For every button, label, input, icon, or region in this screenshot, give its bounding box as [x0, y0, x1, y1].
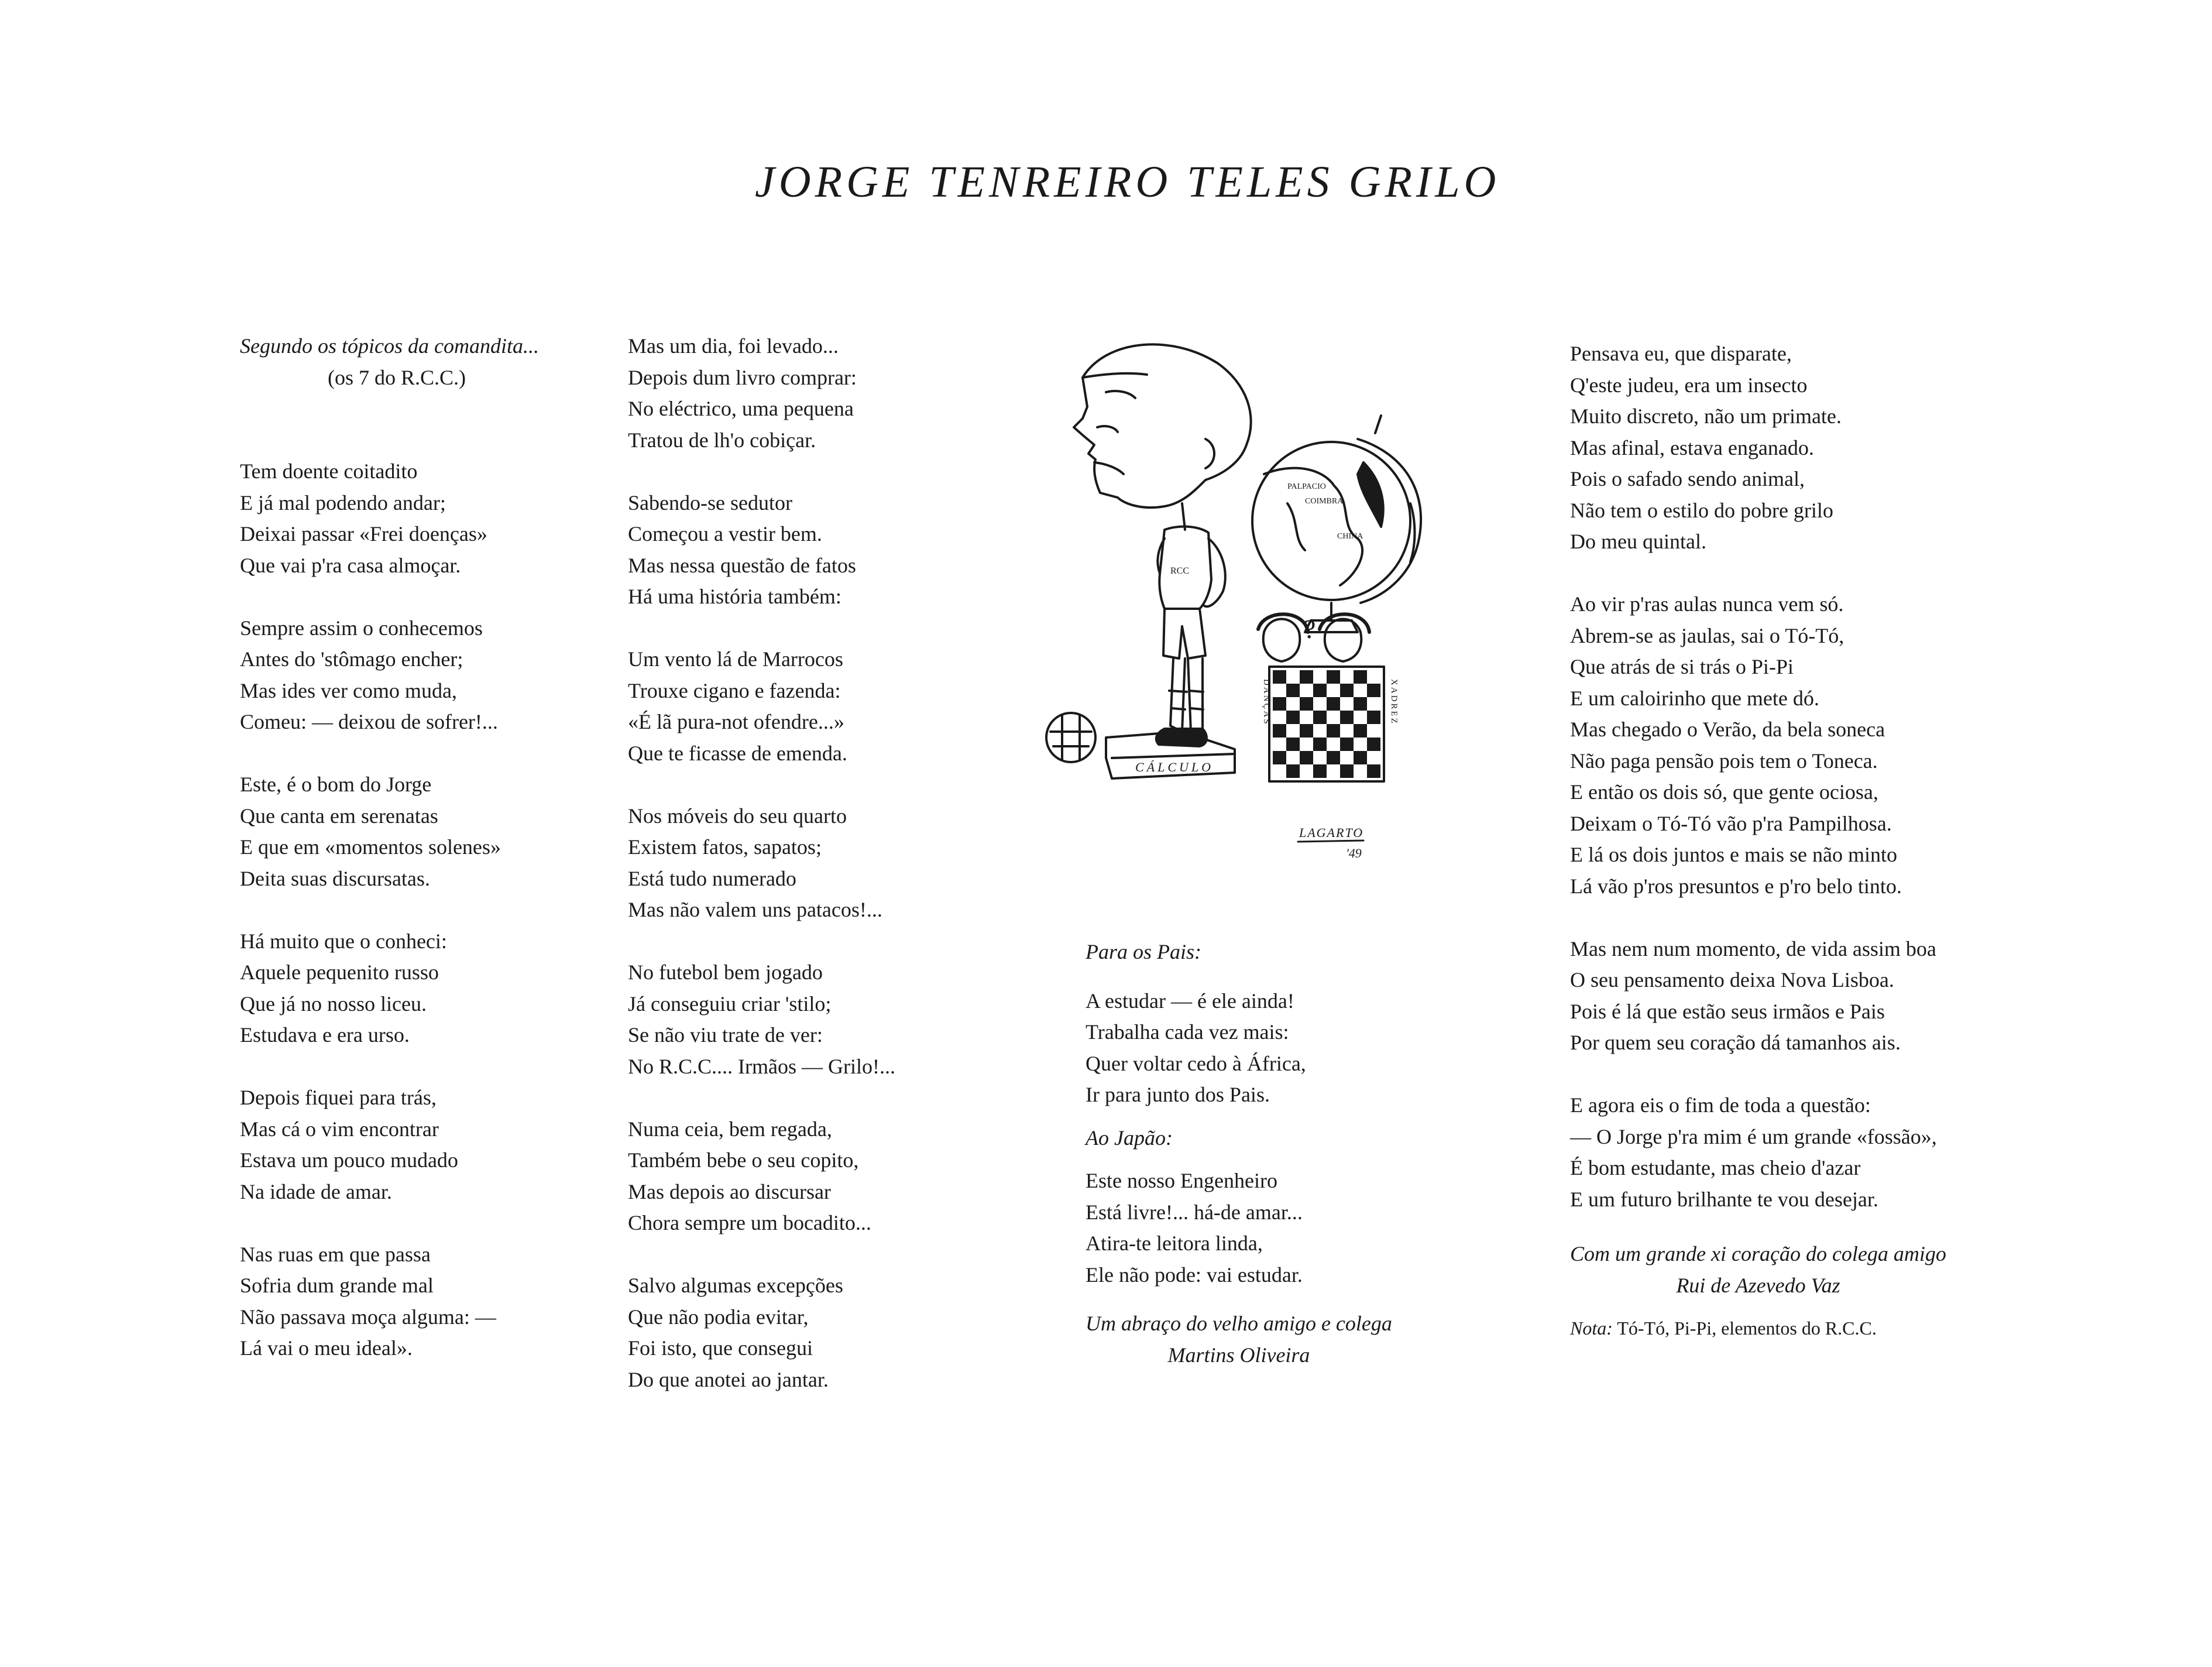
verse-line: Deixai passar «Frei doenças» — [240, 522, 487, 546]
verse-line: E um caloirinho que mete dó. — [1570, 686, 1819, 710]
verse-line: Que não podia evitar, — [628, 1305, 809, 1329]
stanza — [240, 769, 614, 894]
verse-line: Tem doente coitadito — [240, 459, 418, 483]
verse-line: Mas não valem uns patacos!... — [628, 898, 882, 921]
stanza — [240, 1082, 614, 1208]
verse-line: Aquele pequenito russo — [240, 961, 439, 984]
stanza — [628, 488, 895, 613]
verse-line: Sempre assim o conhecemos — [240, 616, 483, 640]
verse-line: Há muito que o conheci: — [240, 929, 447, 953]
verse-line: Mas nessa questão de fatos — [628, 553, 856, 577]
chess-square — [1273, 751, 1286, 764]
footnote-label: Nota: — [1570, 1318, 1613, 1339]
section-heading-pais: Para os Pais: — [1086, 940, 1201, 963]
chess-label: XADREZ — [1389, 679, 1399, 725]
verse-line: Não paga pensão pois tem o Toneca. — [1570, 749, 1878, 773]
chess-square — [1340, 764, 1354, 778]
verse-line: Deixam o Tó-Tó vão p'ra Pampilhosa. — [1570, 811, 1892, 835]
verse-line: Mas chegado o Verão, da bela sonеca — [1570, 718, 1885, 741]
chess-square — [1273, 697, 1286, 711]
signature-line: Com um grande xi coração do colega amigo — [1570, 1242, 1946, 1265]
verse-line: Estudava e era urso. — [240, 1023, 410, 1047]
chess-square — [1300, 751, 1313, 764]
chess-square — [1367, 738, 1380, 751]
verse-line: Ele não pode: vai estudar. — [1086, 1263, 1303, 1287]
chess-square — [1313, 764, 1327, 778]
page-title: JORGE TENREIRO TELES GRILO — [755, 157, 1500, 207]
verse-line: Lá vai o meu ideal». — [240, 1336, 413, 1360]
globe-label: PALPACIO — [1287, 482, 1326, 491]
verse-line: Que já no nosso liceu. — [240, 992, 427, 1016]
verse-line: Trouxe cigano e fazenda: — [628, 678, 841, 702]
column-subheading: (os 7 do R.C.C.) — [328, 365, 466, 389]
verse-line: Sofria dum grande mal — [240, 1274, 434, 1297]
verse-line: Comeu: — deixou de sofrer!... — [240, 710, 498, 733]
poem-column-1 — [240, 331, 614, 1364]
stanza — [1570, 338, 1946, 558]
poem-column-4 — [1570, 338, 1946, 1344]
verse-line: Que canta em serenatas — [240, 804, 438, 828]
chess-square — [1313, 711, 1327, 724]
verse-line: Depois fiquei para trás, — [240, 1086, 437, 1109]
chess-square — [1354, 670, 1367, 684]
chess-square — [1354, 751, 1367, 764]
stanza — [628, 644, 895, 769]
verse-line: E que em «momentos solenes» — [240, 835, 501, 859]
chess-square — [1367, 684, 1380, 697]
girls-faces — [1258, 614, 1369, 661]
verse-line: Nas ruas em que passa — [240, 1242, 431, 1266]
verse-line: Não tem o estilo do pobre grilo — [1570, 498, 1833, 522]
artist-signature: LAGARTO — [1299, 825, 1364, 840]
verse-line: Mas cá o vim encontrar — [240, 1117, 439, 1141]
verse-line: Estava um pouco mudado — [240, 1148, 458, 1172]
verse-line: Mas um dia, foi levado... — [628, 334, 839, 358]
verse-line: Trabalha cada vez mais: — [1086, 1020, 1289, 1044]
verse-line: No futebol bem jogado — [628, 961, 823, 984]
chess-square — [1300, 697, 1313, 711]
verse-line: E já mal podendo andar; — [240, 491, 446, 514]
verse-line: Depois dum livro comprar: — [628, 365, 857, 389]
verse-line: O seu pensamento deixa Nova Lisboa. — [1570, 968, 1894, 992]
verse-line: Está tudo numerado — [628, 866, 796, 890]
verse-line: Salvo algumas excepções — [628, 1274, 843, 1297]
chess-square — [1340, 711, 1354, 724]
verse-line: E agora eis o fim de toda a questão: — [1570, 1093, 1871, 1117]
verse-line: Chora sempre um bocadito... — [628, 1211, 871, 1234]
footnote — [1570, 1313, 1946, 1344]
stanza — [1570, 934, 1946, 1059]
signature-line: Um abraço do velho amigo e colega — [1086, 1312, 1392, 1335]
verse-line: Também bebe o seu copito, — [628, 1148, 859, 1172]
caricature-illustration — [1007, 328, 1492, 937]
svg-text:?: ? — [1304, 614, 1316, 644]
book-label: CÁLCULO — [1135, 760, 1214, 774]
verse-line: No R.C.C.... Irmãos — Grilo!... — [628, 1054, 895, 1078]
chess-square — [1313, 684, 1327, 697]
football-icon — [1046, 713, 1095, 762]
stanza — [628, 801, 895, 926]
chess-square — [1286, 764, 1300, 778]
verse-line: Deita suas discursatas. — [240, 866, 430, 890]
verse-line: Não passava moça alguma: — — [240, 1305, 496, 1329]
verse-line: Quer voltar cedo à África, — [1086, 1051, 1306, 1075]
verse-line: Começou a vestir bem. — [628, 522, 822, 546]
chess-square — [1327, 670, 1340, 684]
stanza — [628, 1114, 895, 1239]
verse-line: Muito discreto, não um primate. — [1570, 404, 1842, 428]
globe-label: COIMBRA — [1305, 497, 1344, 506]
verse-line: Tratou de lh'o cobiçar. — [628, 428, 816, 452]
poem-column-2 — [628, 331, 895, 1395]
chess-square — [1300, 724, 1313, 738]
verse-line: Do que anotei ao jantar. — [628, 1367, 829, 1391]
verse-line: Que atrás de si trás o Pi-Pi — [1570, 655, 1794, 678]
chessboard-icon — [1269, 667, 1384, 781]
signature-name: Martins Oliveira — [1167, 1343, 1310, 1367]
verse-line: Um vento lá de Marrocos — [628, 647, 843, 671]
verse-line: — O Jorge p'ra mim é um grande «fossão», — [1570, 1124, 1937, 1148]
chess-square — [1340, 738, 1354, 751]
verse-line: No eléctrico, uma pequena — [628, 397, 854, 420]
chess-square — [1313, 738, 1327, 751]
verse-line: Sabendo-se sedutor — [628, 491, 792, 514]
verse-line: Por quem seu coração dá tamanhos ais. — [1570, 1031, 1901, 1054]
drawing-year: '49 — [1346, 846, 1362, 860]
verse-line: Existem fatos, sapatos; — [628, 835, 822, 859]
chess-square — [1273, 724, 1286, 738]
verse-line: Mas afinal, estava enganado. — [1570, 435, 1814, 459]
verse-line: Que te ficasse de emenda. — [628, 741, 847, 765]
verse-line: Foi isto, que consegui — [628, 1336, 813, 1360]
chess-square — [1354, 724, 1367, 738]
verse-line: Abrem-se as jaulas, sai o Tó-Tó, — [1570, 623, 1845, 647]
verse-line: Mas ides ver como muda, — [240, 678, 457, 702]
verse-line: E lá os dois juntos e mais se não minto — [1570, 843, 1897, 866]
stanza — [1570, 1090, 1946, 1215]
footnote-text: Tó-Tó, Pi-Pi, elementos do R.C.C. — [1617, 1318, 1877, 1339]
stanza — [240, 1239, 614, 1364]
verse-line: Do meu quintal. — [1570, 530, 1706, 553]
stanza — [240, 613, 614, 738]
stanza — [1086, 986, 1392, 1111]
verse-line: Há uma história também: — [628, 585, 841, 608]
dance-label: DANÇAS — [1262, 679, 1271, 726]
verse-line: Este nosso Engenheiro — [1086, 1169, 1277, 1192]
stanza — [1086, 1165, 1392, 1291]
chess-square — [1327, 751, 1340, 764]
section-heading-japao: Ao Japão: — [1086, 1126, 1173, 1150]
verse-line: Antes do 'stômago encher; — [240, 647, 463, 671]
verse-line: Na idade de amar. — [240, 1179, 392, 1203]
chess-square — [1340, 684, 1354, 697]
stanza — [240, 926, 614, 1051]
chess-square — [1286, 684, 1300, 697]
verse-line: Já conseguiu criar 'stilo; — [628, 992, 832, 1016]
verse-line: Pensava eu, que disparate, — [1570, 342, 1792, 365]
verse-line: Este, é o bom do Jorge — [240, 773, 432, 796]
stanza — [240, 456, 614, 581]
chess-square — [1300, 670, 1313, 684]
chess-square — [1354, 697, 1367, 711]
globe-icon — [1252, 416, 1421, 632]
chess-square — [1273, 670, 1286, 684]
verse-line: Q'este judeu, era um insecto — [1570, 373, 1808, 397]
stanza — [1570, 589, 1946, 902]
verse-line: Está livre!... há-de amar... — [1086, 1200, 1303, 1224]
chess-square — [1286, 711, 1300, 724]
verse-line: A estudar — é ele ainda! — [1086, 989, 1294, 1013]
verse-line: Nos móveis do seu quarto — [628, 804, 847, 828]
verse-line: Mas nem num momento, de vida assim boa — [1570, 937, 1936, 961]
verse-line: E então os dois só, que gente ociosa, — [1570, 780, 1878, 804]
stanza — [628, 1270, 895, 1395]
globe-label: CHINA — [1337, 532, 1363, 541]
shorts — [1163, 609, 1205, 658]
verse-line: É bom estudante, mas cheio d'azar — [1570, 1156, 1861, 1179]
verse-line: E um futuro brilhante te vou desejar. — [1570, 1187, 1878, 1211]
verse-line: «É lã pura-not ofendre...» — [628, 710, 844, 733]
chess-square — [1367, 711, 1380, 724]
poem-column-3 — [1086, 937, 1392, 1371]
verse-line: Pois é lá que estão seus irmãos e Pais — [1570, 999, 1885, 1023]
signature-name: Rui de Azevedo Vaz — [1676, 1273, 1840, 1297]
verse-line: Atira-te leitora linda, — [1086, 1232, 1263, 1255]
chess-square — [1367, 764, 1380, 778]
verse-line: Ao vir p'ras aulas nunca vem só. — [1570, 592, 1844, 616]
chess-square — [1327, 697, 1340, 711]
verse-line: Numa ceia, bem regada, — [628, 1117, 832, 1141]
stanza — [628, 331, 895, 456]
verse-line: Pois o safado sendo animal, — [1570, 467, 1805, 491]
verse-line: Ir para junto dos Pais. — [1086, 1083, 1270, 1106]
verse-line: Mas depois ao discursar — [628, 1179, 831, 1203]
verse-line: Que vai p'ra casa almoçar. — [240, 553, 461, 577]
stanza — [628, 957, 895, 1082]
chess-square — [1327, 724, 1340, 738]
column-heading: Segundo os tópicos da comandita... — [240, 334, 539, 358]
chess-square — [1286, 738, 1300, 751]
verse-line: Lá vão p'ros presuntos e p'ro belo tinto. — [1570, 874, 1902, 898]
verse-line: Se não viu trate de ver: — [628, 1023, 823, 1047]
shirt-label: RCC — [1170, 566, 1190, 576]
